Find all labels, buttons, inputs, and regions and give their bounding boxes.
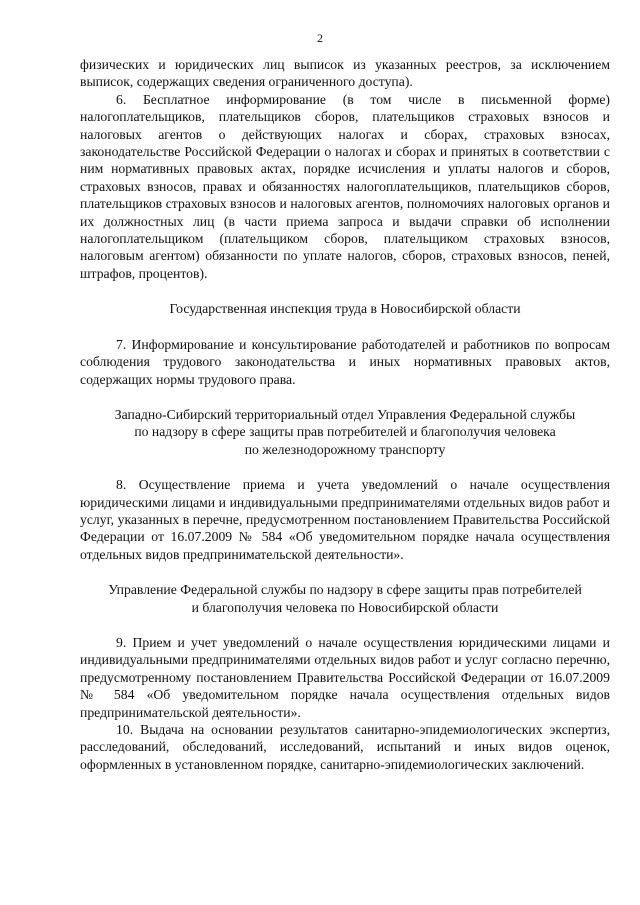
nso-heading-line-2: и благополучия человека по Новосибирской области (191, 599, 499, 615)
paragraph-6: 6. Бесплатное информирование (в том числе в письменной форме) налогоплательщиков, плательщиков сборов, плательщиков страховых взносов и налоговых агентов о действующих налогах и сборах, страховых взносах, законодательстве Российской Федерации о налогах и сборах и принятых в соответствии с ним нормативных правовых актах, порядке исчисления и уплаты налогов и сборов, страховых взносов, правах и обязанностях налогоплательщиков, плательщиков сборов, плательщиков страховых взносов и налоговых агентов, полномочиях налоговых органов и их должностных лиц (в части приема запроса и выдачи справки об исполнении налогоплательщиком (плательщиком сборов, плательщиком страховых взносов, налоговым агентом) обязанности по уплате налогов, сборов, страховых взносов, пеней, штрафов, процентов). (80, 91, 610, 281)
document-body (80, 56, 610, 773)
nso-heading-line-1: Управление Федеральной службы по надзору в сфере защиты прав потребителей (108, 582, 582, 598)
section-heading-nso-department (80, 581, 610, 616)
section-heading-rail-department (80, 406, 610, 458)
section-heading-labor-inspection: Государственная инспекция труда в Новосибирской области (169, 301, 521, 317)
paragraph-7: 7. Информирование и консультирование работодателей и работников по вопросам соблюдения трудового законодательства и иных нормативных правовых актов, содержащих нормы трудового права. (80, 336, 610, 387)
page-number: 2 (317, 31, 323, 45)
rail-heading-line-1: Западно-Сибирский территориальный отдел Управления Федеральной службы (114, 406, 576, 422)
paragraph-continuation: физических и юридических лиц выписок из указанных реестров, за исключением выписок, содержащих сведения ограниченного доступа). (80, 57, 610, 90)
paragraph-9: 9. Прием и учет уведомлений о начале осуществления юридическими лицами и индивидуальными предпринимателями отдельных видов работ и услуг согласно перечню, предусмотренному постановлением Правительства Российской Федерации от 16.07.2009 № 584 «Об уведомительном порядке начала осуществления отдельных видов предпринимательской деятельности». (80, 634, 610, 720)
rail-heading-line-2: по надзору в сфере защиты прав потребителей и благополучия человека (134, 424, 556, 440)
paragraph-10: 10. Выдача на основании результатов санитарно-эпидемиологических экспертиз, расследований, обследований, исследований, испытаний и иных видов оценок, оформленных в установленном порядке, санитарно-эпидемиологических заключений. (80, 722, 610, 772)
rail-heading-line-3: по железнодорожному транспорту (244, 441, 446, 457)
paragraph-8: 8. Осуществление приема и учета уведомлений о начале осуществления юридическими лицами и индивидуальными предпринимателями отдельных видов работ и услуг, указанных в перечне, предусмотренном постановлением Правительства Российской Федерации от 16.07.2009 № 584 «Об уведомительном порядке начала осуществления отдельных видов предпринимательской деятельности». (80, 477, 610, 562)
